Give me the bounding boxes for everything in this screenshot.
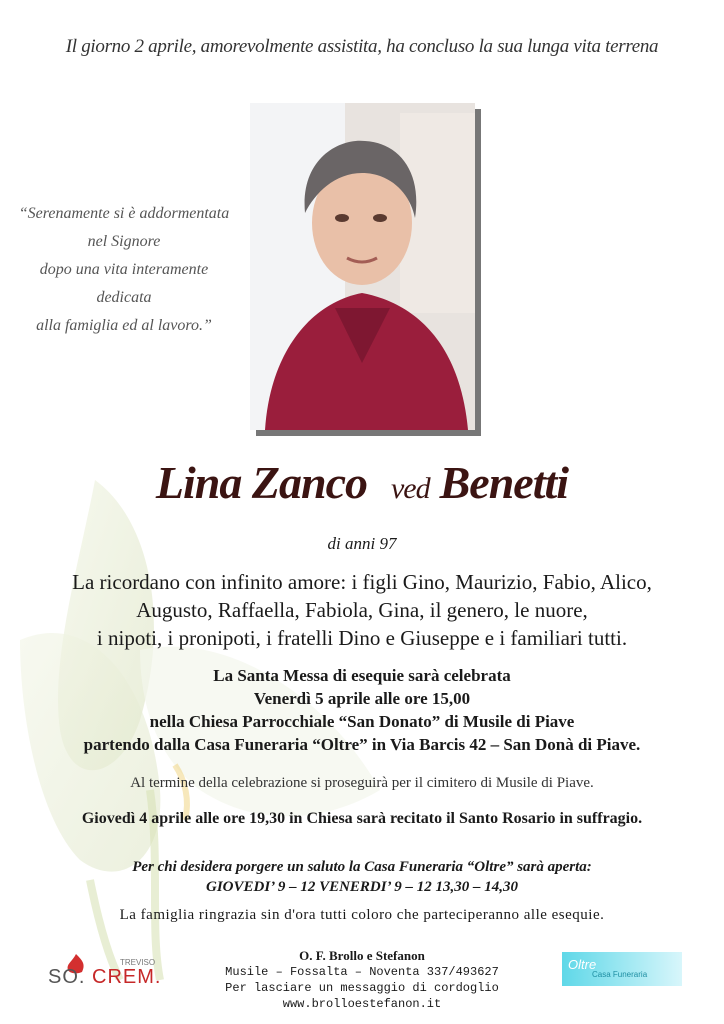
visiting-line: GIOVEDI’ 9 – 12 VENERDI’ 9 – 12 13,30 – 14,30 — [206, 879, 518, 895]
family-line: La ricordano con infinito amore: i figli Gino, Maurizio, Fabio, Alico, — [72, 570, 652, 594]
mass-line: Venerdì 5 aprile alle ore 15,00 — [253, 689, 471, 708]
quote-line: dopo una vita interamente dedicata — [39, 261, 209, 306]
married-name: Benetti — [439, 457, 569, 508]
first-name: Lina Zanco — [155, 457, 367, 508]
oltre-subtitle: Casa Funeraria — [592, 970, 648, 979]
funeral-agency-info — [200, 948, 524, 1012]
quote-line: “Serenamente si è addormentata nel Signore — [18, 205, 230, 250]
rosary-note: Giovedì 4 aprile alle ore 19,30 in Chiesa sarà recitato il Santo Rosario in suffragio. — [81, 810, 643, 827]
cemetery-note: Al termine della celebrazione si proseguirà per il cimitero di Musile di Piave. — [130, 775, 594, 791]
memorial-quote — [14, 200, 234, 340]
family-mention — [40, 568, 684, 652]
family-thanks: La famiglia ringrazia sin d'ora tutti coloro che parteciperanno alle esequie. — [119, 907, 605, 923]
agency-phone: Musile – Fossalta – Noventa 337/493627 — [225, 965, 499, 979]
deceased-name — [0, 456, 724, 509]
socrem-logo — [40, 952, 170, 992]
family-line: Augusto, Raffaella, Fabiola, Gina, il genero, le nuore, — [136, 598, 588, 622]
mass-line: partendo dalla Casa Funeraria “Oltre” in Via Barcis 42 – San Donà di Piave. — [83, 735, 641, 754]
portrait-photo — [250, 103, 475, 430]
socrem-so: SO. — [48, 966, 86, 988]
widow-of-label: ved — [390, 472, 430, 505]
mass-line: La Santa Messa di esequie sarà celebrata — [213, 666, 511, 685]
visiting-line: Per chi desidera porgere un saluto la Casa Funeraria “Oltre” sarà aperta: — [132, 859, 592, 875]
visiting-hours — [40, 857, 684, 897]
quote-line: alla famiglia ed al lavoro.” — [36, 317, 212, 334]
socrem-city: TREVISO — [120, 958, 156, 967]
agency-name: O. F. Brollo e Stefanon — [299, 948, 425, 963]
age: di anni 97 — [327, 534, 397, 553]
funeral-mass-details — [40, 664, 684, 756]
agency-message: Per lasciare un messaggio di cordoglio — [225, 981, 499, 995]
oltre-logo — [562, 952, 682, 986]
socrem-crem: CREM. — [92, 966, 162, 988]
oltre-name: Oltre — [568, 957, 597, 972]
mass-line: nella Chiesa Parrocchiale “San Donato” di Musile di Piave — [149, 712, 575, 731]
announcement-intro: Il giorno 2 aprile, amorevolmente assistita, ha concluso la sua lunga vita terrena — [65, 36, 659, 57]
family-line: i nipoti, i pronipoti, i fratelli Dino e Giuseppe e i familiari tutti. — [96, 626, 628, 650]
agency-website[interactable]: www.brolloestefanon.it — [282, 997, 442, 1011]
